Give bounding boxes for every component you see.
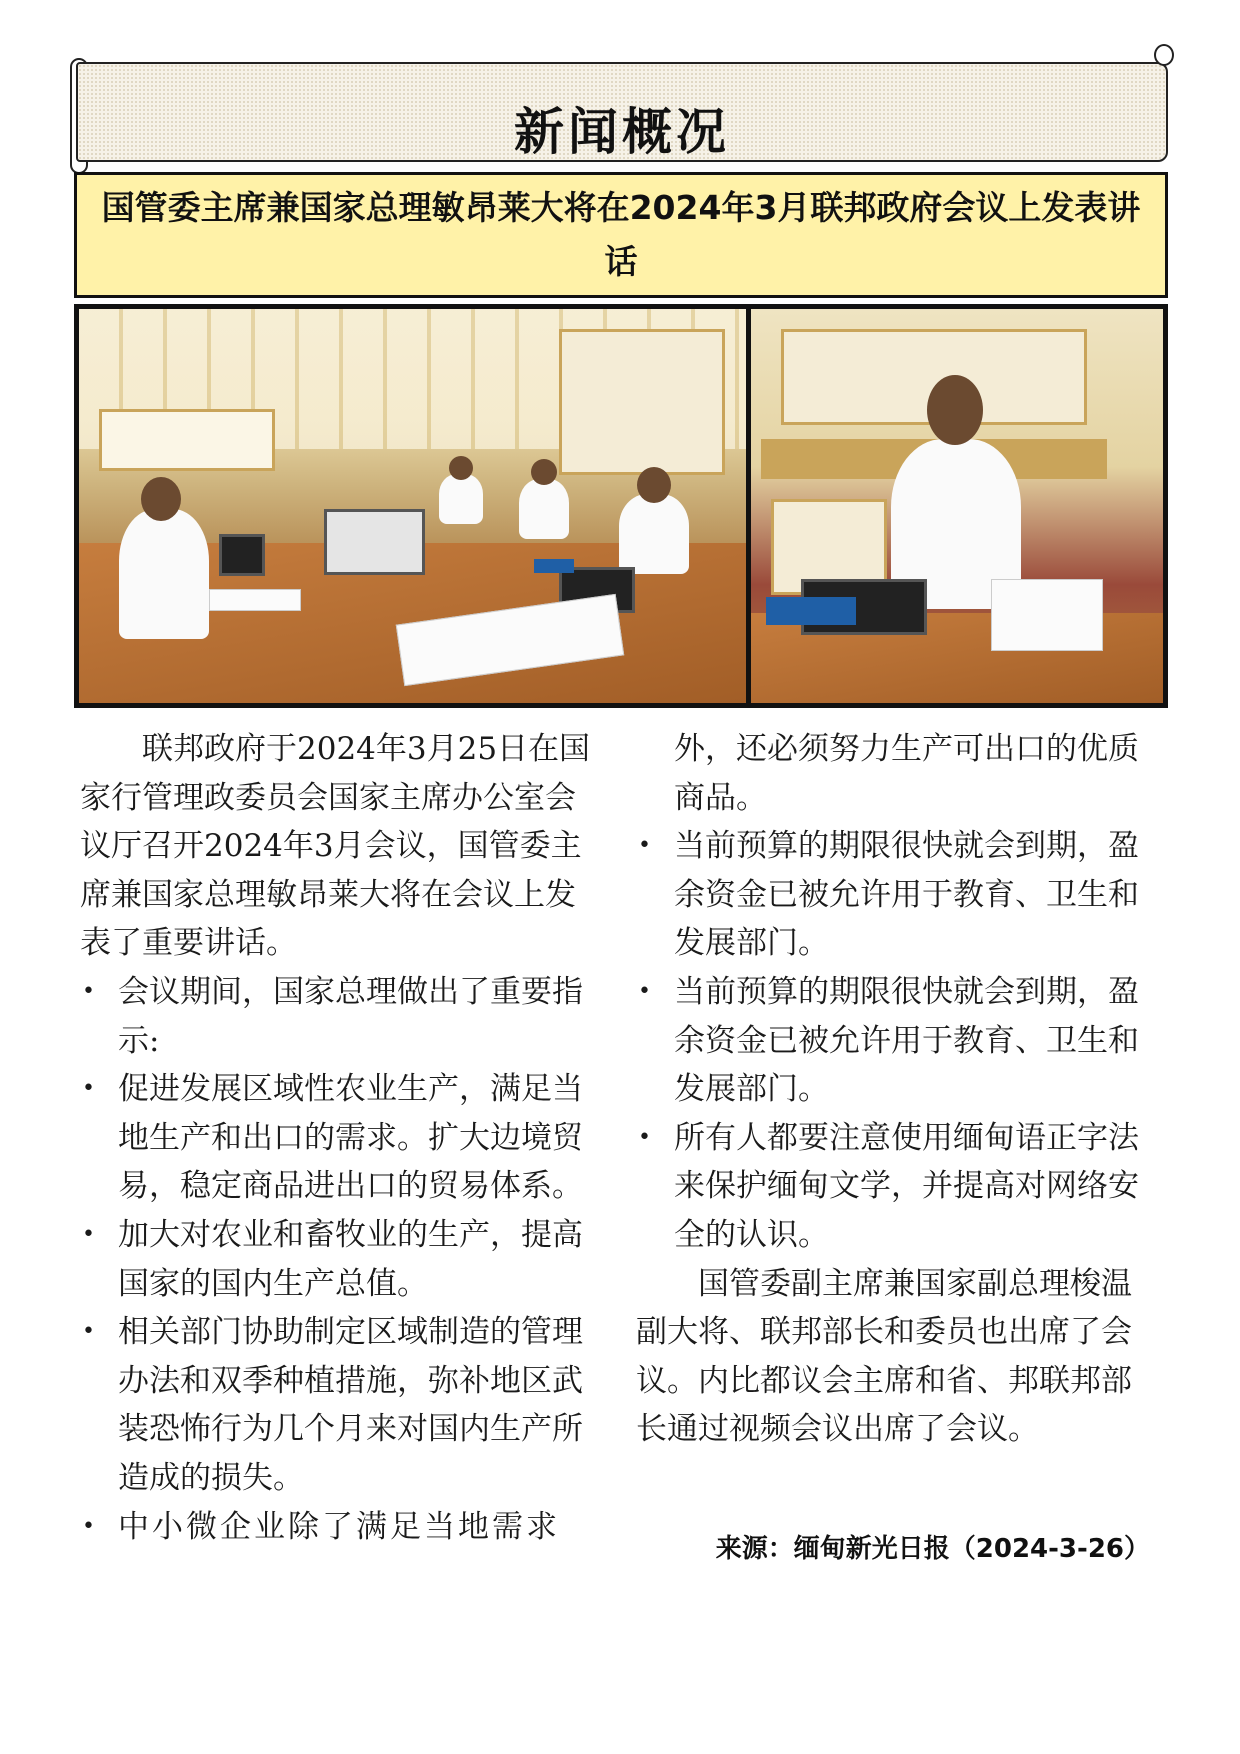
photo-strip [74,304,1168,708]
article-headline: 国管委主席兼国家总理敏昂莱大将在2024年3月联邦政府会议上发表讲话 [101,188,1141,281]
list-item-continuation: 外，还必须努力生产可出口的优质商品。 [674,731,1139,816]
headline-box [74,172,1168,298]
meeting-room-photo [79,309,746,703]
section-title: 新闻概况 [514,103,730,161]
scroll-curl-right [1154,44,1174,66]
list-item: • 相关部门协助制定区域制造的管理办法和双季种植措施，弥补地区武装恐怖行为几个月来对国内生产所造成的损失。 [82,1314,583,1496]
article-intro: 联邦政府于2024年3月25日在国家行管理政委员会国家主席办公室会议厅召开2024年3月会议，国管委主席兼国家总理敏昂莱大将在会议上发表了重要讲话。 [80,731,591,962]
speaker-photo [751,309,1163,703]
list-item: • 所有人都要注意使用缅甸语正字法来保护缅甸文学，并提高对网络安全的认识。 [638,1119,1139,1253]
directive-list-continued [636,822,1156,1259]
article-closing: 国管委副主席兼国家副总理梭温副大将、联邦部长和委员也出席了会议。内比都议会主席和省、邦联邦部长通过视频会议出席了会议。 [636,1265,1132,1448]
list-item: • 促进发展区域性农业生产，满足当地生产和出口的需求。扩大边境贸易，稳定商品进出口的贸易体系。 [82,1071,583,1205]
article-column-right [636,725,1156,1454]
list-item: • 会议期间，国家总理做出了重要指示: [82,973,583,1059]
article-column-left [80,725,600,1551]
list-item: • 当前预算的期限很快就会到期，盈余资金已被允许用于教育、卫生和发展部门。 [638,973,1139,1108]
list-item: • 加大对农业和畜牧业的生产，提高国家的国内生产总值。 [82,1216,583,1302]
list-item: • 中小微企业除了满足当地需求 [82,1508,560,1545]
directive-list [80,968,600,1551]
list-item: • 当前预算的期限很快就会到期，盈余资金已被允许用于教育、卫生和发展部门。 [638,828,1139,962]
section-banner [76,62,1168,162]
article-source: 来源：缅甸新光日报（2024-3-26） [715,1534,1150,1564]
